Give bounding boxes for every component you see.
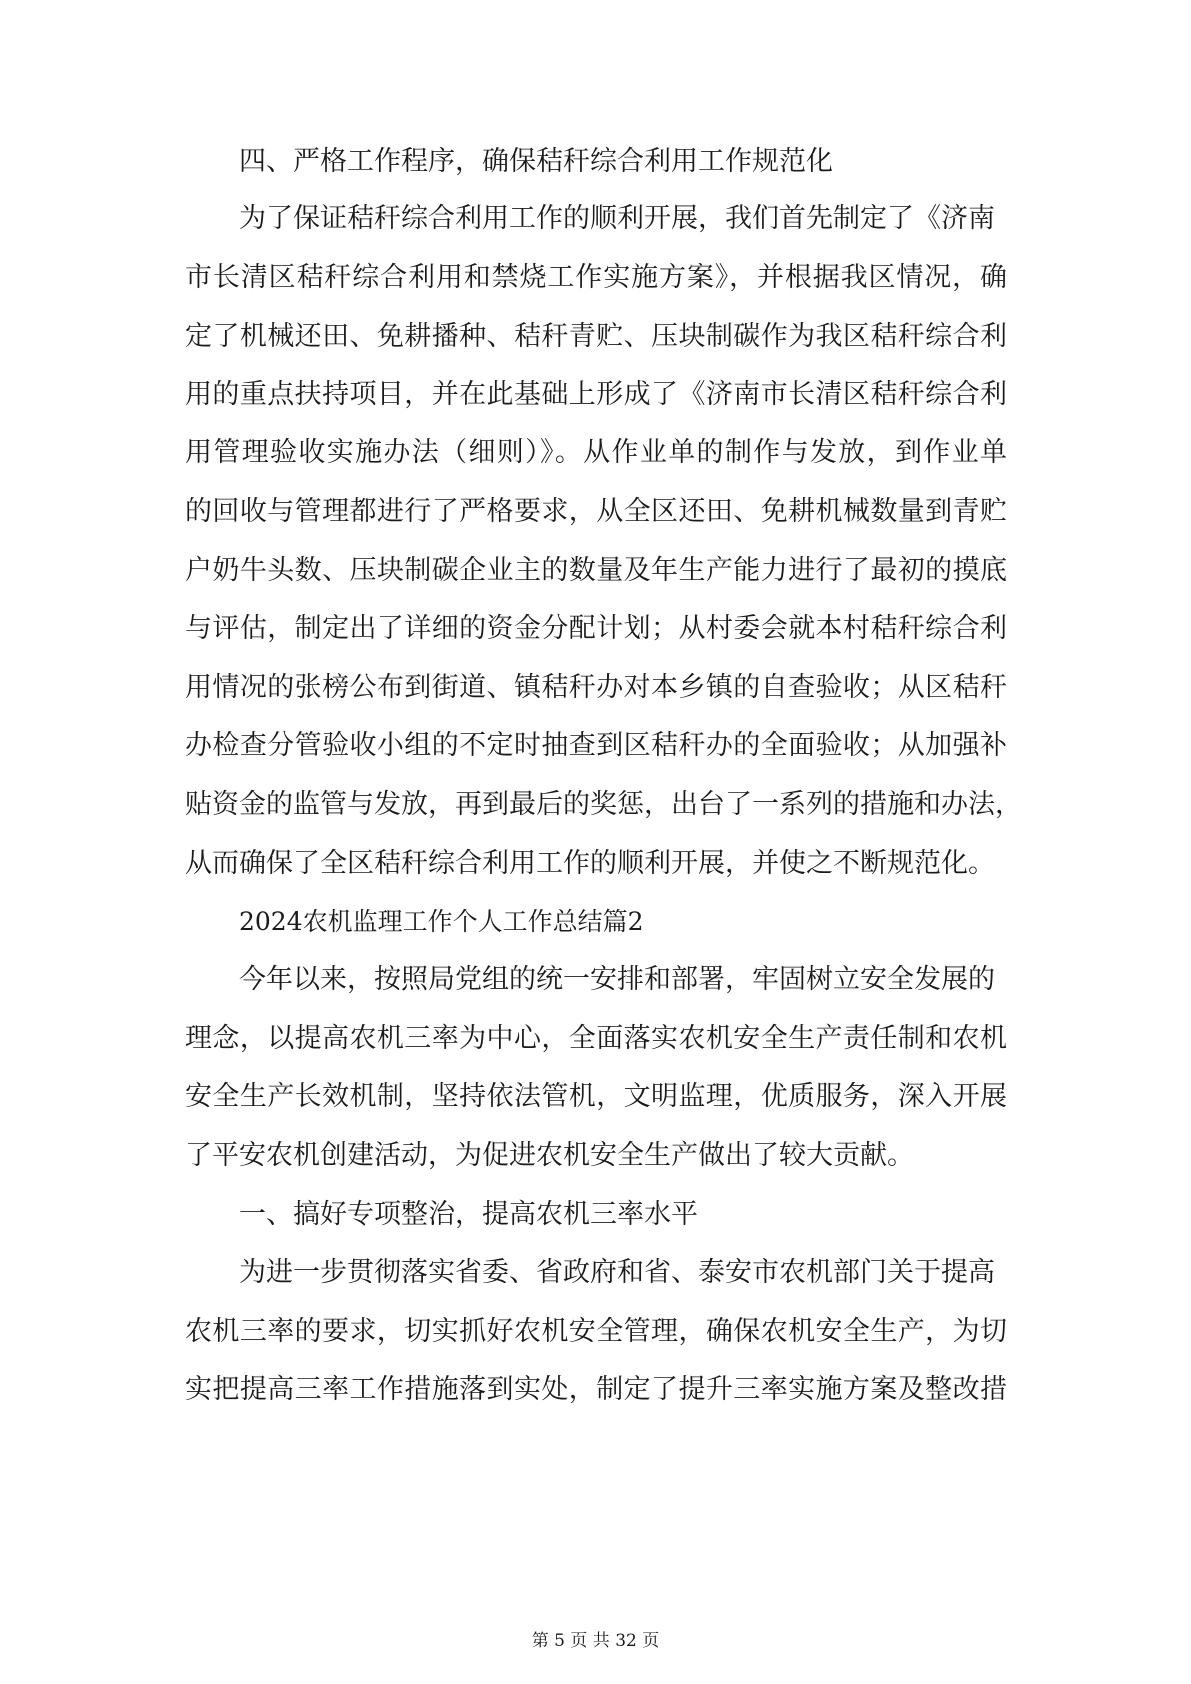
paragraph-line: 安全生产长效机制，坚持依法管机，文明监理，优质服务，深入开展 [185, 1081, 1007, 1112]
paragraph-line: 办检查分管验收小组的不定时抽查到区秸秆办的全面验收；从加强补 [185, 730, 1007, 761]
paragraph-line: 农机三率的要求，切实抓好农机安全管理，确保农机安全生产，为切 [185, 1316, 1007, 1347]
article-title: 2024农机监理工作个人工作总结篇2 [239, 907, 644, 936]
paragraph-line: 实把提高三率工作措施落到实处，制定了提升三率实施方案及整改措 [185, 1374, 1007, 1405]
paragraph-line: 用管理验收实施办法（细则）》。从作业单的制作与发放，到作业单 [185, 437, 1007, 468]
paragraph-line: 为了保证秸秆综合利用工作的顺利开展，我们首先制定了《济南 [239, 203, 995, 234]
paragraph-line: 市长清区秸秆综合利用和禁烧工作实施方案》，并根据我区情况，确 [185, 262, 1007, 293]
paragraph-line: 用情况的张榜公布到街道、镇秸秆办对本乡镇的自查验收；从区秸秆 [185, 672, 1007, 703]
paragraph-line: 为进一步贯彻落实省委、省政府和省、泰安市农机部门关于提高 [239, 1257, 995, 1288]
paragraph-line: 定了机械还田、免耕播种、秸秆青贮、压块制碳作为我区秸秆综合利 [185, 321, 1007, 352]
paragraph-line: 的回收与管理都进行了严格要求，从全区还田、免耕机械数量到青贮 [185, 496, 1007, 527]
paragraph-line: 理念，以提高农机三率为中心，全面落实农机安全生产责任制和农机 [185, 1023, 1007, 1054]
paragraph-line: 户奶牛头数、压块制碳企业主的数量及年生产能力进行了最初的摸底 [185, 555, 1007, 586]
paragraph-line: 用的重点扶持项目，并在此基础上形成了《济南市长清区秸秆综合利 [185, 379, 1007, 410]
paragraph-line: 与评估，制定出了详细的资金分配计划；从村委会就本村秸秆综合利 [185, 613, 1007, 644]
page-number-footer: 第 5 页 共 32 页 [531, 1631, 660, 1651]
paragraph-line: 从而确保了全区秸秆综合利用工作的顺利开展，并使之不断规范化。 [185, 848, 995, 879]
paragraph-line: 今年以来，按照局党组的统一安排和部署，牢固树立安全发展的 [239, 964, 995, 995]
paragraph-line: 了平安农机创建活动，为促进农机安全生产做出了较大贡献。 [185, 1140, 914, 1171]
section-heading: 四、严格工作程序，确保秸秆综合利用工作规范化 [239, 146, 833, 177]
paragraph-line: 贴资金的监管与发放，再到最后的奖惩，出台了一系列的措施和办法， [185, 789, 1022, 820]
section-heading: 一、搞好专项整治，提高农机三率水平 [239, 1199, 698, 1230]
